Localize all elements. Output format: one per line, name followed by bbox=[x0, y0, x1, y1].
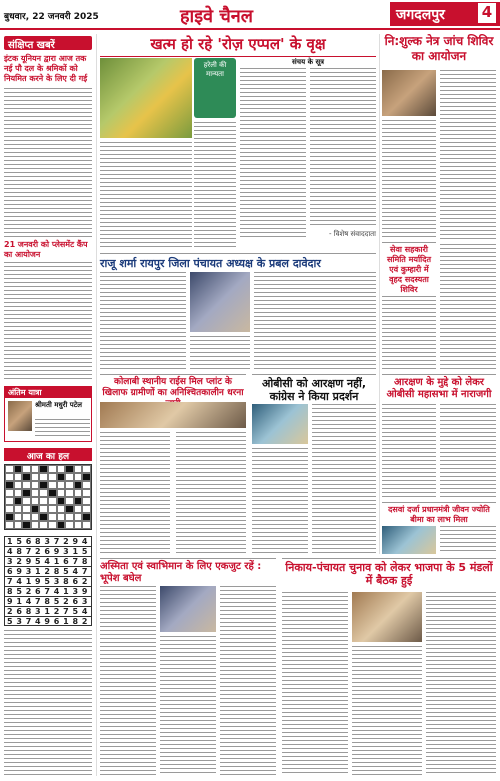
column-rule bbox=[96, 34, 97, 776]
sudoku-row: 4 8 7 2 6 9 3 1 5 bbox=[4, 546, 92, 556]
mill-protest-text-2 bbox=[176, 432, 246, 554]
sudoku-row: 1 5 6 8 3 7 2 9 4 bbox=[4, 536, 92, 546]
raipur-headline: राजू शर्मा रायपुर जिला पंचायत अध्यक्ष के प्रबल दावेदार bbox=[100, 253, 376, 271]
column-rule bbox=[379, 34, 380, 554]
obituary-photo bbox=[8, 401, 32, 431]
sudoku-row: 6 9 3 1 2 8 5 4 7 bbox=[4, 566, 92, 576]
lead-photo bbox=[100, 58, 192, 138]
insurance-headline: दसवां दर्जा प्रधानमंत्री जीवन ज्योति बीमा का लाभ मिला bbox=[382, 502, 496, 525]
obc-mahasabha-headline: आरक्षण के मुद्दे को लेकर ओबीसी महासभा में नाराजगी bbox=[382, 374, 496, 401]
puzzle-title: आज का हल bbox=[4, 448, 92, 461]
cooperative-text-1 bbox=[382, 296, 436, 370]
eye-camp-text-1 bbox=[382, 120, 436, 240]
obituary-text bbox=[35, 419, 90, 439]
raipur-text-col-1 bbox=[100, 272, 186, 370]
sudoku-row: 8 5 2 6 7 4 1 3 9 bbox=[4, 586, 92, 596]
sudoku-row: 3 2 9 5 4 1 6 7 8 bbox=[4, 556, 92, 566]
obc-mahasabha-text-1 bbox=[382, 404, 436, 500]
raipur-photo bbox=[190, 272, 250, 332]
eye-camp-headline: नि:शुल्क नेत्र जांच शिविर का आयोजन bbox=[384, 34, 494, 63]
mill-protest-text-1 bbox=[100, 432, 170, 554]
brief-story-2-title: 21 जनवरी को प्लेसमेंट कैंप का आयोजन bbox=[4, 240, 88, 259]
lead-headline: खत्म हो रहे 'रोज़ एप्पल' के वृक्ष bbox=[100, 34, 376, 57]
insurance-photo bbox=[382, 526, 436, 554]
eye-camp-photo bbox=[382, 70, 436, 116]
bjp-meeting-text-3 bbox=[426, 592, 496, 776]
baghel-text-2 bbox=[160, 636, 216, 776]
lead-text-col-3 bbox=[240, 68, 306, 238]
brief-news-box-title: संक्षिप्त खबरें bbox=[4, 36, 92, 50]
sudoku-row: 5 3 7 4 9 6 1 8 2 bbox=[4, 616, 92, 626]
obc-protest-headline: ओबीसी को आरक्षण नहीं, कांग्रेस ने किया प्रदर्शन bbox=[252, 374, 376, 403]
sudoku-row: 9 1 4 7 8 5 2 6 3 bbox=[4, 596, 92, 606]
brief-story-2-text bbox=[4, 262, 92, 382]
brief-story-1-title: इंटक यूनियन द्वारा आज तक नई पौ दल के श्रमिकों को नियमित करने के लिए दी गई bbox=[4, 54, 88, 83]
brief-story-1-text bbox=[4, 88, 92, 238]
obc-mahasabha-text-2 bbox=[440, 404, 496, 500]
baghel-headline: अस्मिता एवं स्वाभिमान के लिए एकजुट रहें : भूपेश बघेल bbox=[100, 558, 276, 585]
lead-text-col-1 bbox=[100, 142, 192, 250]
mill-protest-photo bbox=[100, 402, 246, 428]
raipur-text-col-3 bbox=[254, 272, 376, 370]
edition-city-label: जगदलपुर bbox=[396, 7, 445, 23]
left-column-filler-text bbox=[4, 630, 92, 776]
lead-text-col-2 bbox=[194, 122, 236, 250]
bjp-meeting-headline: निकाय-पंचायत चुनाव को लेकर भाजपा के 5 मंडलों में बैठक हुई bbox=[282, 558, 496, 587]
masthead bbox=[0, 0, 500, 30]
eye-camp-text-2 bbox=[440, 70, 496, 240]
lead-text-col-4 bbox=[310, 68, 376, 228]
crossword-grid bbox=[4, 464, 92, 530]
baghel-photo bbox=[160, 586, 216, 632]
lead-byline: - विशेष संवाददाता bbox=[329, 230, 376, 238]
cooperative-headline: सेवा सहकारी समिति मर्यादित एवं कुम्हारी में वृहद सदस्यता शिविर bbox=[382, 242, 436, 295]
obc-protest-text-1 bbox=[252, 448, 308, 554]
obc-protest-text-2 bbox=[312, 404, 376, 554]
obituary-name: श्रीमती मधुरी पटेल bbox=[35, 401, 83, 409]
page-number: 4 bbox=[478, 3, 496, 23]
sudoku-row: 7 4 1 9 5 3 8 6 2 bbox=[4, 576, 92, 586]
cooperative-text-2 bbox=[440, 244, 496, 370]
bjp-meeting-text-1 bbox=[282, 592, 348, 776]
obituary-box bbox=[4, 386, 92, 442]
edition-city bbox=[390, 2, 500, 26]
insurance-text bbox=[440, 526, 496, 554]
bjp-meeting-text-2 bbox=[352, 646, 422, 776]
baghel-text-1 bbox=[100, 586, 156, 776]
mill-protest-headline: कोलाबी स्थानीय राईस मिल प्लांट के खिलाफ ग्रामीणों का अनिश्चितकालीन धरना bbox=[100, 374, 246, 410]
bjp-meeting-photo bbox=[352, 592, 422, 642]
lead-caption-box: हरेली की मान्यता bbox=[194, 58, 236, 118]
paper-name: हाइवे चैनल bbox=[180, 6, 253, 27]
lead-kicker: संचय के सूत्र bbox=[291, 58, 325, 66]
issue-date: बुधवार, 22 जनवरी 2025 bbox=[4, 12, 99, 22]
obituary-title: अंतिम यात्रा bbox=[5, 387, 91, 398]
obc-protest-photo bbox=[252, 404, 308, 444]
sudoku-grid bbox=[4, 536, 92, 626]
baghel-text-3 bbox=[220, 586, 276, 776]
sudoku-row: 2 6 8 3 1 2 7 5 4 bbox=[4, 606, 92, 616]
raipur-text-col-2 bbox=[190, 336, 250, 370]
